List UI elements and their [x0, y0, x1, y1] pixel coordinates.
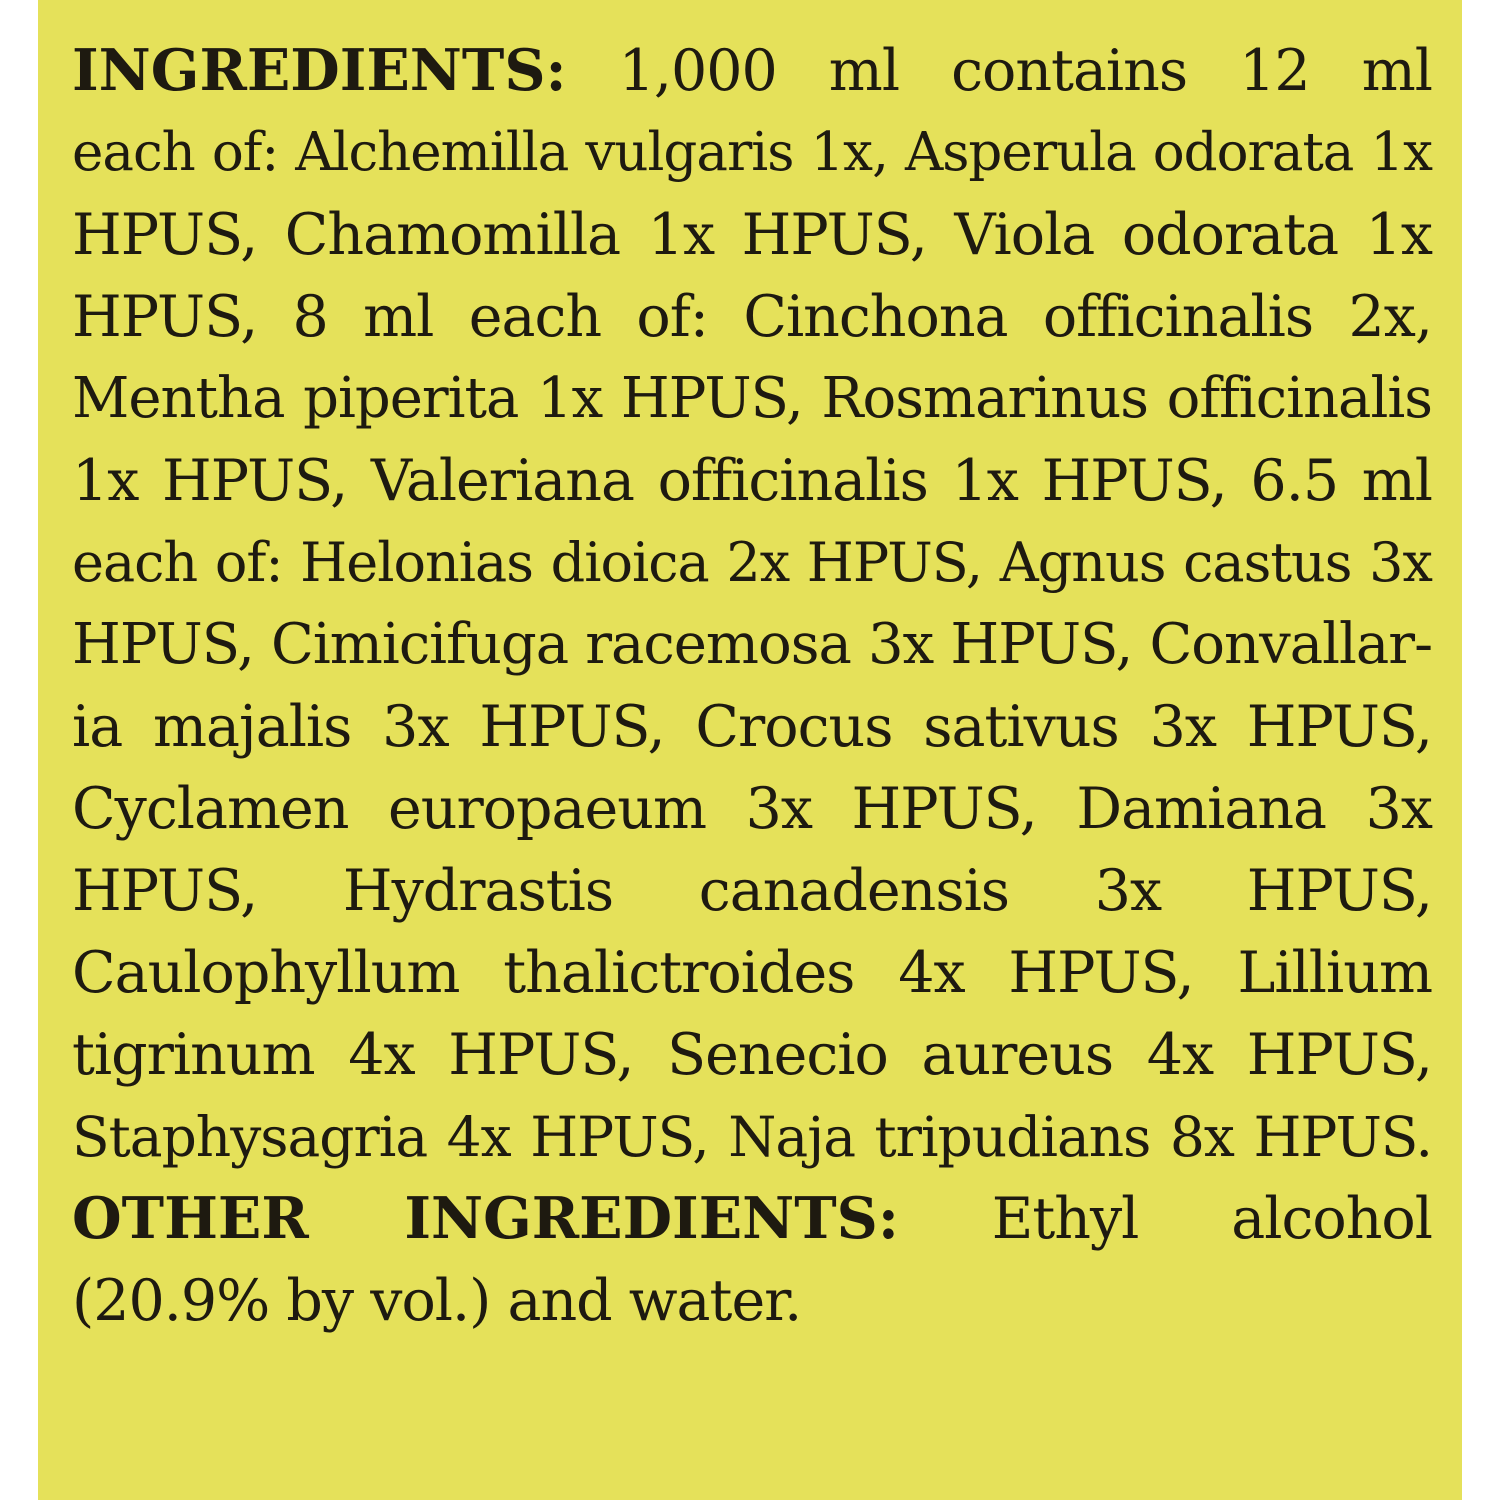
- ingredients-text-block: [72, 30, 1432, 1342]
- other-ingredients-heading: OTHER INGREDIENTS:: [72, 1185, 899, 1252]
- ingredients-line: each of: Helonias dioica 2x HPUS, Agnus castus 3x: [72, 531, 1432, 594]
- ingredients-line: tigrinum 4x HPUS, Senecio aureus 4x HPUS,: [72, 1022, 1432, 1088]
- other-ingredients-line-2: (20.9% by vol.) and water.: [72, 1268, 802, 1334]
- ingredients-line: HPUS, Hydrastis canadensis 3x HPUS,: [72, 858, 1432, 924]
- ingredients-line-text: 1,000 ml contains 12 ml: [618, 38, 1432, 104]
- ingredients-line: Mentha piperita 1x HPUS, Rosmarinus officinalis: [72, 366, 1432, 431]
- other-ingredients-text: Ethyl alcohol: [991, 1186, 1432, 1252]
- ingredients-line: HPUS, 8 ml each of: Cinchona officinalis 2x,: [72, 284, 1432, 350]
- ingredients-line: Staphysagria 4x HPUS, Naja tripudians 8x HPUS.: [72, 1105, 1432, 1169]
- ingredients-line: ia majalis 3x HPUS, Crocus sativus 3x HPUS,: [72, 694, 1432, 760]
- ingredients-line: each of: Alchemilla vulgaris 1x, Asperula odorata 1x: [72, 122, 1432, 183]
- ingredients-heading: INGREDIENTS:: [72, 37, 567, 104]
- ingredients-line: HPUS, Chamomilla 1x HPUS, Viola odorata 1x: [72, 202, 1432, 268]
- ingredients-line-1: [72, 30, 1432, 112]
- ingredients-line: Caulophyllum thalictroides 4x HPUS, Lillium: [72, 940, 1432, 1006]
- other-ingredients-line: [72, 1178, 1432, 1260]
- ingredients-line: 1x HPUS, Valeriana officinalis 1x HPUS, 6.5 ml: [72, 448, 1432, 514]
- ingredients-line: HPUS, Cimicifuga racemosa 3x HPUS, Convallar-: [72, 612, 1432, 677]
- ingredients-line: Cyclamen europaeum 3x HPUS, Damiana 3x: [72, 776, 1432, 842]
